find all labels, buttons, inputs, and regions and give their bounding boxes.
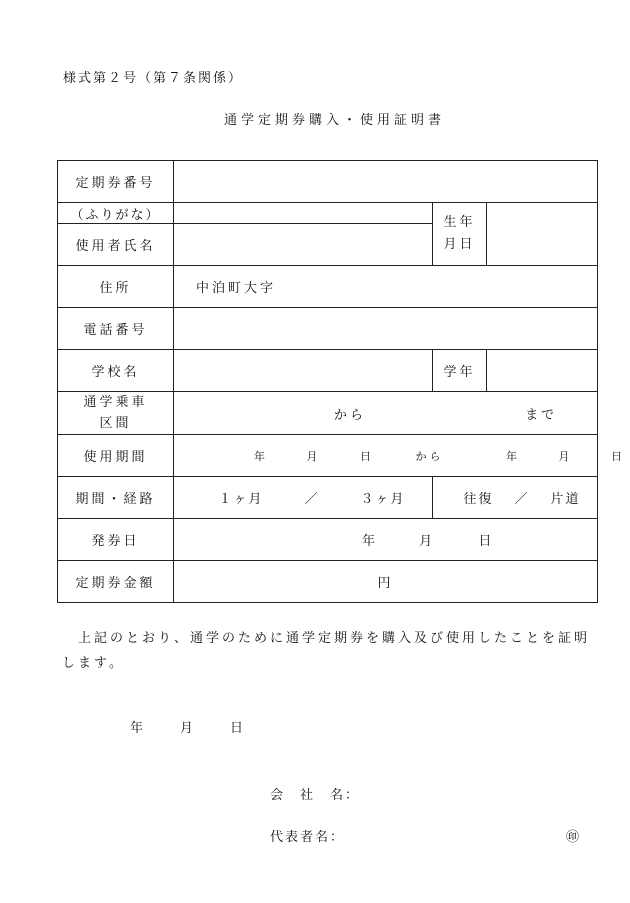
period-from: から — [415, 449, 444, 463]
route-label — [58, 392, 174, 435]
birthdate-label — [433, 203, 487, 266]
pass-number-field[interactable] — [174, 161, 598, 203]
period-day-start: 日 — [360, 449, 374, 463]
route-label-line1: 通学乗車 — [83, 395, 148, 410]
phone-field[interactable] — [174, 308, 598, 350]
amount-unit: 円 — [377, 576, 394, 591]
grade-label: 学年 — [433, 350, 487, 392]
page-title: 通学定期券購入・使用証明書 — [224, 113, 446, 128]
route-label-line2: 区間 — [99, 416, 132, 431]
address-field[interactable] — [174, 266, 598, 308]
period-year-end: 年 — [506, 449, 520, 463]
route-field[interactable] — [174, 392, 598, 435]
company-name-label: 会 社 名： — [270, 788, 361, 803]
birthdate-field[interactable] — [487, 203, 598, 266]
issue-day: 日 — [478, 534, 495, 549]
statement-text — [62, 626, 602, 676]
address-label: 住所 — [58, 266, 174, 308]
term-options — [174, 488, 432, 507]
period-field[interactable] — [174, 435, 625, 477]
route-to: まで — [525, 407, 558, 423]
date-year: 年 — [130, 721, 146, 736]
phone-label: 電話番号 — [58, 308, 174, 350]
certificate-table — [57, 160, 625, 603]
pass-number-label: 定期券番号 — [58, 161, 174, 203]
term-field[interactable] — [174, 477, 433, 519]
statement-body: 上記のとおり、通学のために通学定期券を購入及び使用したことを証明します。 — [62, 631, 591, 671]
issue-year: 年 — [362, 534, 379, 549]
address-value: 中泊町大字 — [196, 281, 277, 296]
route-round-trip[interactable]: 往復 — [463, 492, 494, 507]
representative-label: 代表者名： — [270, 830, 346, 845]
term-1-month[interactable]: １ヶ月 — [218, 492, 264, 507]
period-month-end: 月 — [558, 449, 573, 463]
route-type-separator: ／ — [514, 492, 530, 507]
furigana-field[interactable] — [174, 203, 433, 224]
user-name-label: 使用者氏名 — [58, 224, 174, 266]
term-3-months[interactable]: ３ヶ月 — [360, 492, 406, 507]
route-from: から — [334, 407, 367, 423]
period-month-start: 月 — [306, 449, 321, 463]
issue-date-field[interactable] — [174, 519, 598, 561]
birthdate-label-line2: 月日 — [443, 237, 476, 252]
amount-field[interactable] — [174, 561, 598, 603]
period-day-end: 日 — [611, 449, 625, 463]
grade-field[interactable] — [487, 350, 598, 392]
form-number: 様式第２号（第７条関係） — [63, 71, 244, 86]
issue-date-label: 発券日 — [58, 519, 174, 561]
amount-label: 定期券金額 — [58, 561, 174, 603]
date-month: 月 — [180, 721, 196, 736]
route-one-way[interactable]: 片道 — [550, 492, 581, 507]
period-year-start: 年 — [254, 449, 268, 463]
term-separator: ／ — [304, 492, 320, 507]
period-label: 使用期間 — [58, 435, 174, 477]
date-day: 日 — [230, 721, 246, 736]
route-type-options — [433, 488, 597, 507]
route-type-field[interactable] — [433, 477, 598, 519]
term-route-label: 期間・経路 — [58, 477, 174, 519]
seal-mark: ㊞ — [566, 830, 580, 845]
user-name-field[interactable] — [174, 224, 433, 266]
school-label: 学校名 — [58, 350, 174, 392]
issue-month: 月 — [419, 534, 436, 549]
school-field[interactable] — [174, 350, 433, 392]
furigana-label: （ふりがな） — [58, 203, 174, 224]
birthdate-label-line1: 生年 — [443, 215, 476, 230]
